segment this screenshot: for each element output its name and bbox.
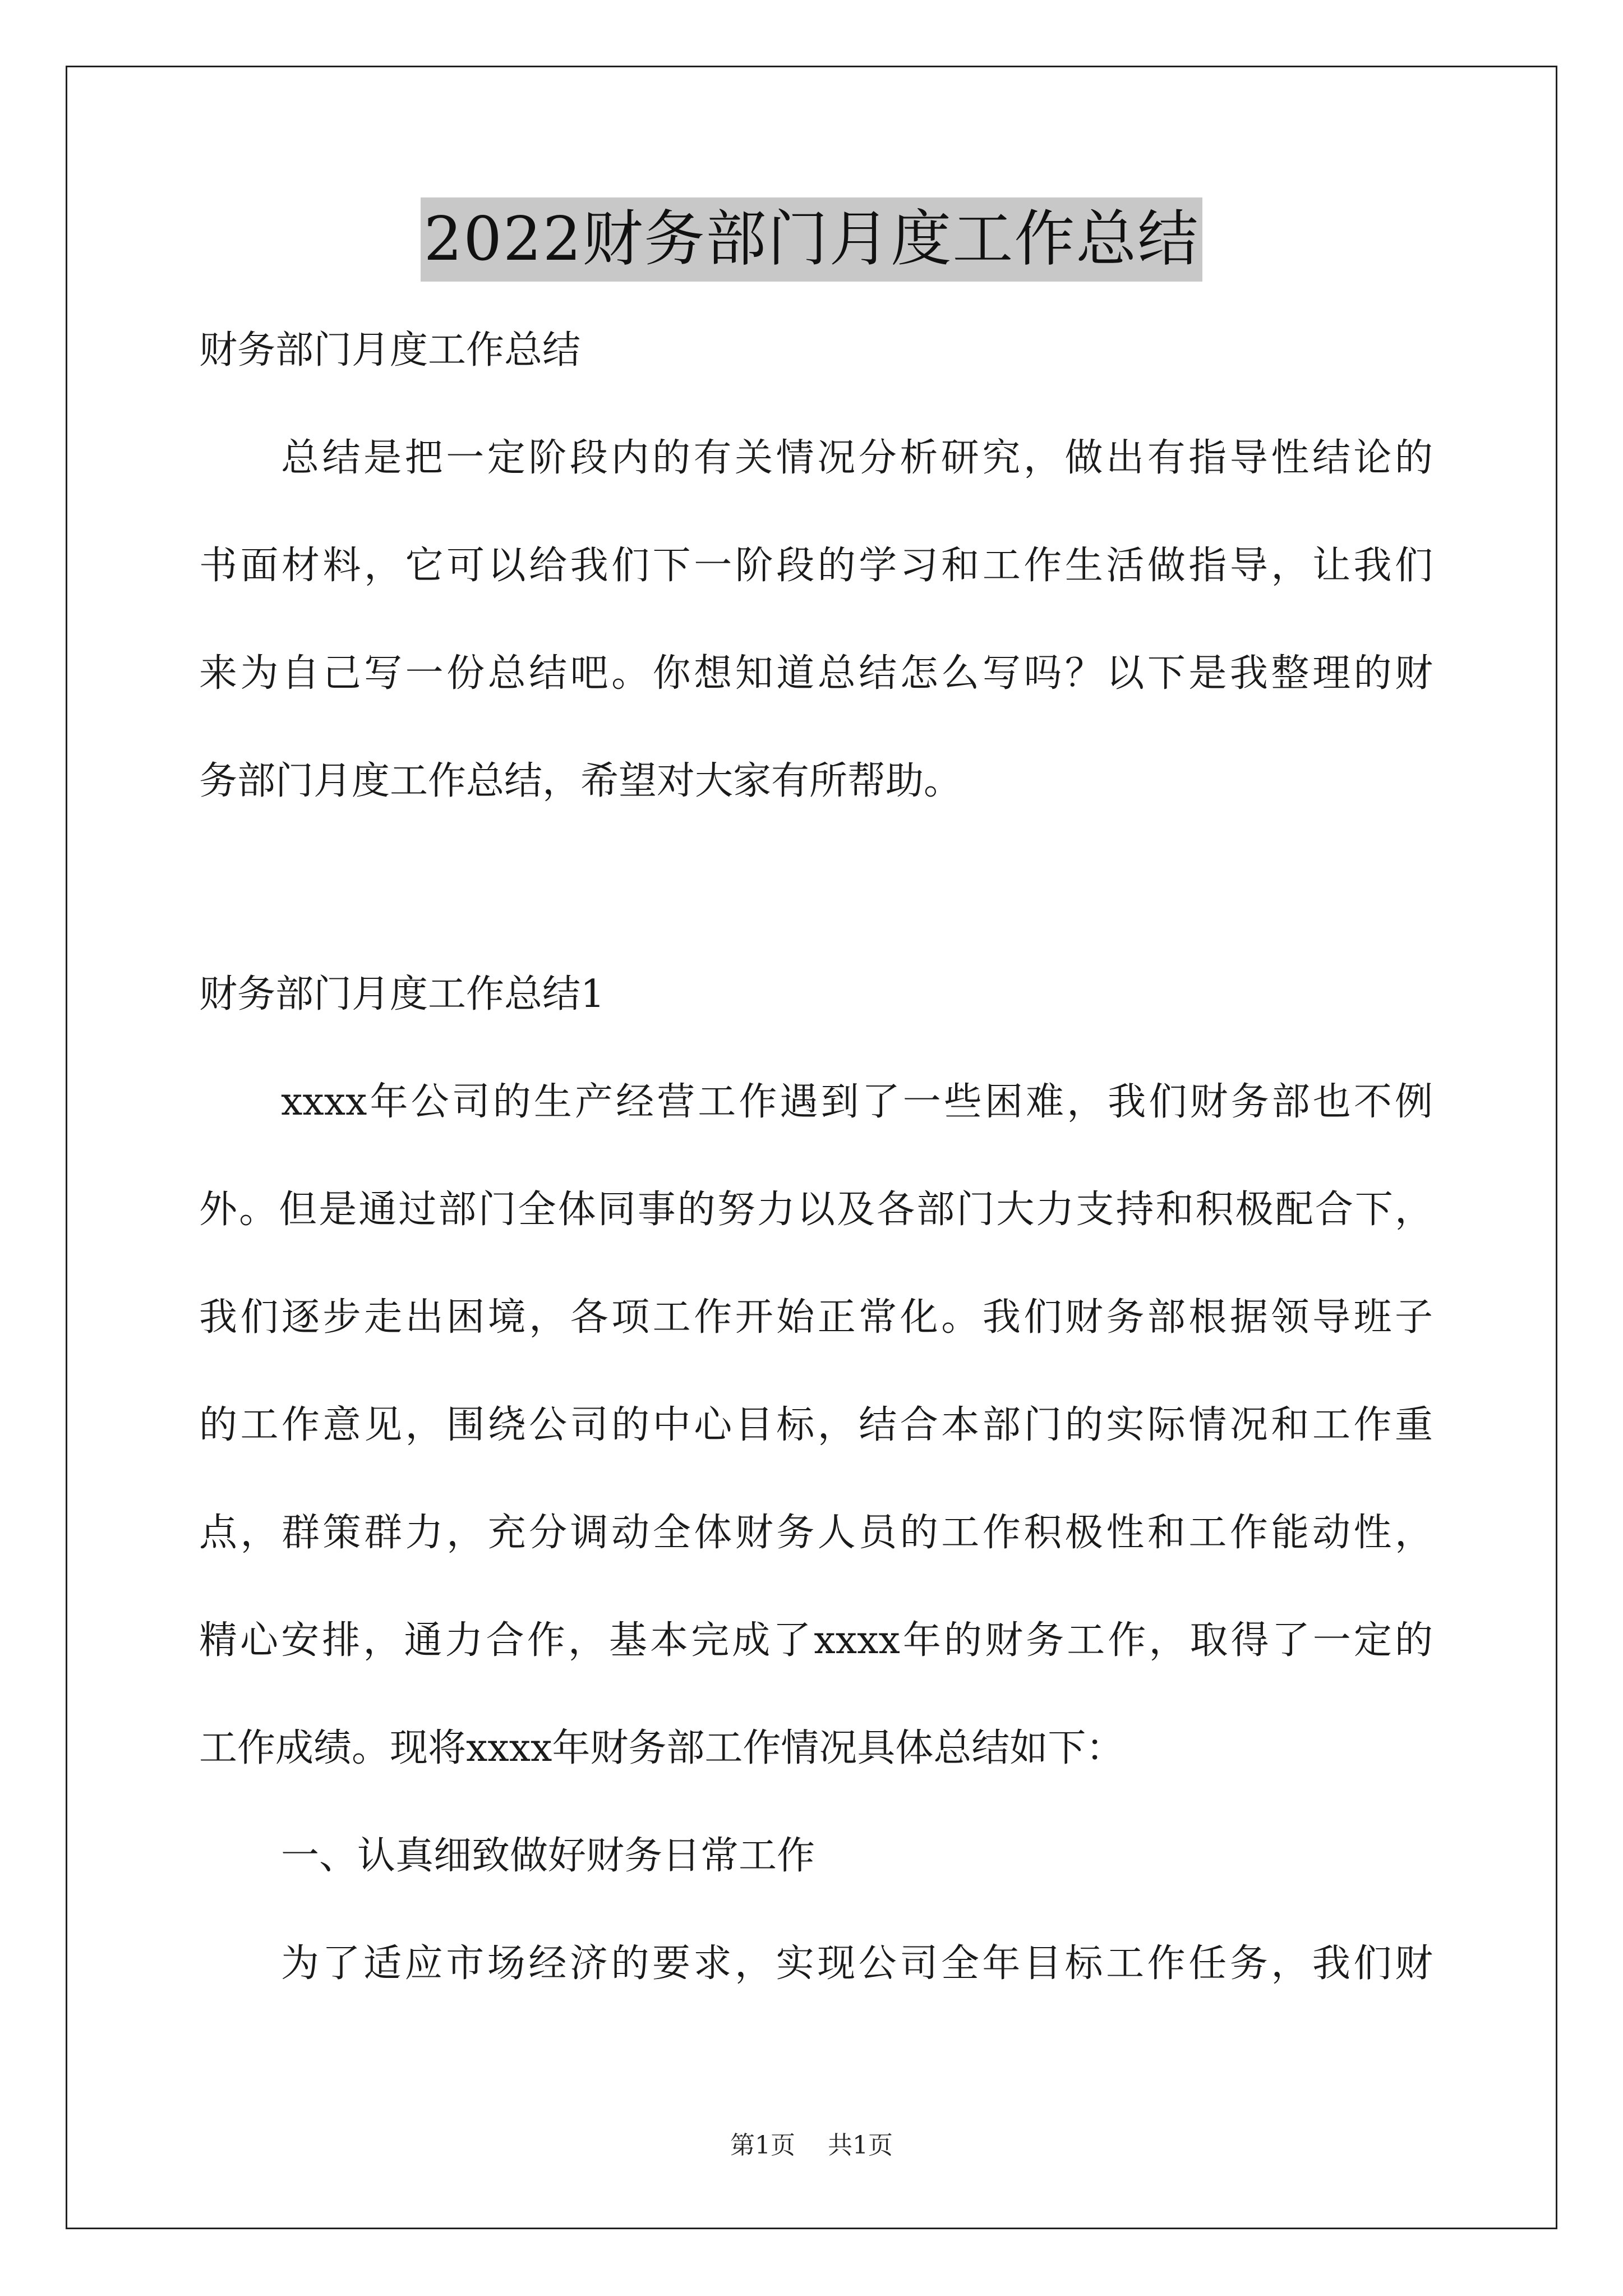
paragraph-line: 的工作意见，围绕公司的中心目标，结合本部门的实际情况和工作重	[199, 1403, 1433, 1447]
paragraph-line: 务部门月度工作总结，希望对大家有所帮助。	[199, 759, 962, 803]
paragraph-line: 为了适应市场经济的要求，实现公司全年目标工作任务，我们财	[281, 1941, 1433, 1986]
document-body	[199, 323, 1433, 2044]
page-footer	[0, 2129, 1623, 2162]
subtitle: 财务部门月度工作总结	[199, 328, 581, 372]
section-spacer	[199, 861, 1433, 967]
paragraph-line: 工作成绩。现将xxxx年财务部工作情况具体总结如下：	[199, 1726, 1124, 1770]
page-total: 共1页	[828, 2131, 893, 2160]
title-container	[0, 197, 1623, 282]
paragraph-line: 精心安排，通力合作，基本完成了xxxx年的财务工作，取得了一定的	[199, 1618, 1433, 1663]
page-number: 第1页	[730, 2131, 795, 2160]
document-title: 2022财务部门月度工作总结	[421, 197, 1203, 282]
paragraph-line: 书面材料，它可以给我们下一阶段的学习和工作生活做指导，让我们	[199, 544, 1433, 588]
paragraph-line: 我们逐步走出困境，各项工作开始正常化。我们财务部根据领导班子	[199, 1295, 1433, 1340]
paragraph-line: 来为自己写一份总结吧。你想知道总结怎么写吗？以下是我整理的财	[199, 651, 1433, 696]
paragraph-line: 总结是把一定阶段内的有关情况分析研究，做出有指导性结论的	[281, 436, 1433, 480]
section-heading: 财务部门月度工作总结1	[199, 972, 605, 1016]
paragraph-line: 点，群策群力，充分调动全体财务人员的工作积极性和工作能动性，	[199, 1511, 1433, 1555]
paragraph-line: 外。但是通过部门全体同事的努力以及各部门大力支持和积极配合下，	[199, 1188, 1433, 1232]
paragraph-line: xxxx年公司的生产经营工作遇到了一些困难，我们财务部也不例	[281, 1080, 1433, 1124]
item-heading: 一、认真细致做好财务日常工作	[281, 1834, 815, 1878]
